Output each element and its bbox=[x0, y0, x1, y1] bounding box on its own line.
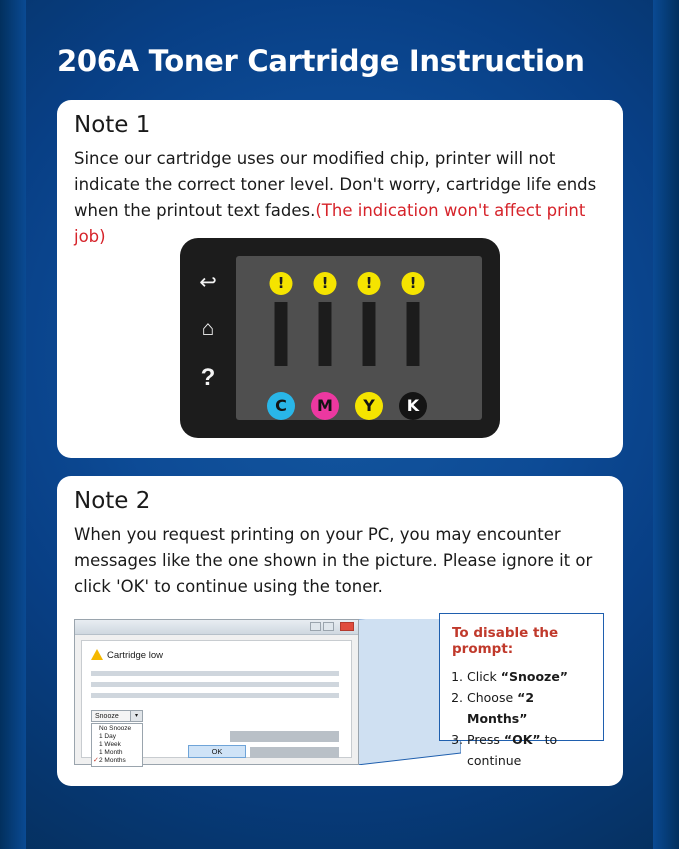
dialog-body bbox=[81, 640, 352, 764]
warning-icon: ! bbox=[358, 272, 381, 295]
note-1-heading: Note 1 bbox=[74, 112, 151, 138]
option-item[interactable]: No Snooze bbox=[99, 725, 132, 732]
placeholder-line bbox=[91, 682, 339, 687]
toner-status-yellow bbox=[346, 272, 392, 420]
option-item[interactable]: 1 Week bbox=[99, 741, 121, 748]
cartridge-low-dialog bbox=[74, 619, 359, 765]
close-button[interactable] bbox=[340, 622, 354, 631]
dialog-titlebar bbox=[75, 620, 358, 635]
snooze-select-value: Snooze bbox=[95, 713, 119, 720]
step-quote: “OK” bbox=[503, 732, 541, 747]
help-icon[interactable]: ? bbox=[200, 364, 216, 391]
panel-screen bbox=[236, 256, 482, 420]
printer-control-panel bbox=[180, 238, 500, 438]
placeholder-block bbox=[230, 731, 339, 742]
step-prefix: Click bbox=[467, 669, 501, 684]
snooze-select[interactable] bbox=[91, 710, 143, 722]
note-2-heading: Note 2 bbox=[74, 488, 151, 514]
option-item[interactable]: 1 Month bbox=[99, 749, 123, 756]
warning-icon: ! bbox=[314, 272, 337, 295]
page-title: 206A Toner Cartridge Instruction bbox=[57, 44, 585, 78]
toner-label-magenta: M bbox=[311, 392, 339, 420]
warning-triangle-icon bbox=[91, 649, 103, 660]
note-1-body bbox=[74, 146, 604, 250]
home-icon[interactable]: ⌂ bbox=[201, 317, 215, 340]
toner-bar bbox=[319, 302, 332, 366]
placeholder-line bbox=[91, 693, 339, 698]
toner-label-black: K bbox=[399, 392, 427, 420]
disable-prompt-callout bbox=[439, 613, 604, 768]
ok-button[interactable]: OK bbox=[188, 745, 246, 758]
placeholder-line bbox=[91, 671, 339, 676]
note-1-body-text: Since our cartridge uses our modified chip, printer will not indicate the correct toner level. Don't worry, cartridge life ends when the printout text fades. bbox=[74, 149, 597, 220]
note-1-body-highlight: (The indication won't affect print job) bbox=[74, 201, 586, 246]
toner-status-cyan bbox=[258, 272, 304, 420]
step-quote: “Snooze” bbox=[500, 669, 569, 684]
callout-step bbox=[467, 666, 591, 687]
step-suffix: to continue bbox=[467, 732, 558, 768]
step-prefix: Press bbox=[467, 732, 504, 747]
placeholder-block bbox=[250, 747, 339, 758]
option-item[interactable]: 1 Day bbox=[99, 733, 116, 740]
toner-bar bbox=[407, 302, 420, 366]
printer-dialog-illustration bbox=[74, 619, 359, 765]
snooze-options-list[interactable] bbox=[91, 723, 143, 767]
minimize-button[interactable] bbox=[310, 622, 321, 631]
callout-step bbox=[467, 729, 591, 771]
toner-status-black bbox=[390, 272, 436, 420]
toner-label-yellow: Y bbox=[355, 392, 383, 420]
warning-icon: ! bbox=[402, 272, 425, 295]
toner-label-cyan: C bbox=[267, 392, 295, 420]
toner-bar bbox=[363, 302, 376, 366]
cartridge-low-alert bbox=[91, 649, 163, 661]
toner-level-group bbox=[236, 272, 482, 436]
step-prefix: Choose bbox=[467, 690, 518, 705]
toner-bar bbox=[275, 302, 288, 366]
note-2-card bbox=[57, 476, 623, 786]
note-1-card bbox=[57, 100, 623, 458]
callout-heading: To disable the prompt: bbox=[452, 625, 559, 657]
option-item-selected[interactable]: ✓ 2 Months bbox=[99, 757, 142, 765]
back-icon[interactable]: ↩ bbox=[199, 271, 217, 294]
maximize-button[interactable] bbox=[323, 622, 334, 631]
toner-status-magenta bbox=[302, 272, 348, 420]
note-2-body: When you request printing on your PC, you may encounter messages like the one shown in the picture. Please ignore it or click 'OK' to continue using the toner. bbox=[74, 525, 593, 596]
alert-text: Cartridge low bbox=[107, 650, 163, 661]
callout-steps bbox=[452, 666, 591, 771]
panel-sidebar bbox=[180, 256, 236, 420]
callout-step bbox=[467, 687, 591, 729]
warning-icon: ! bbox=[270, 272, 293, 295]
step-quote: “2 Months” bbox=[467, 690, 535, 726]
chevron-down-icon[interactable]: ▾ bbox=[130, 711, 142, 721]
